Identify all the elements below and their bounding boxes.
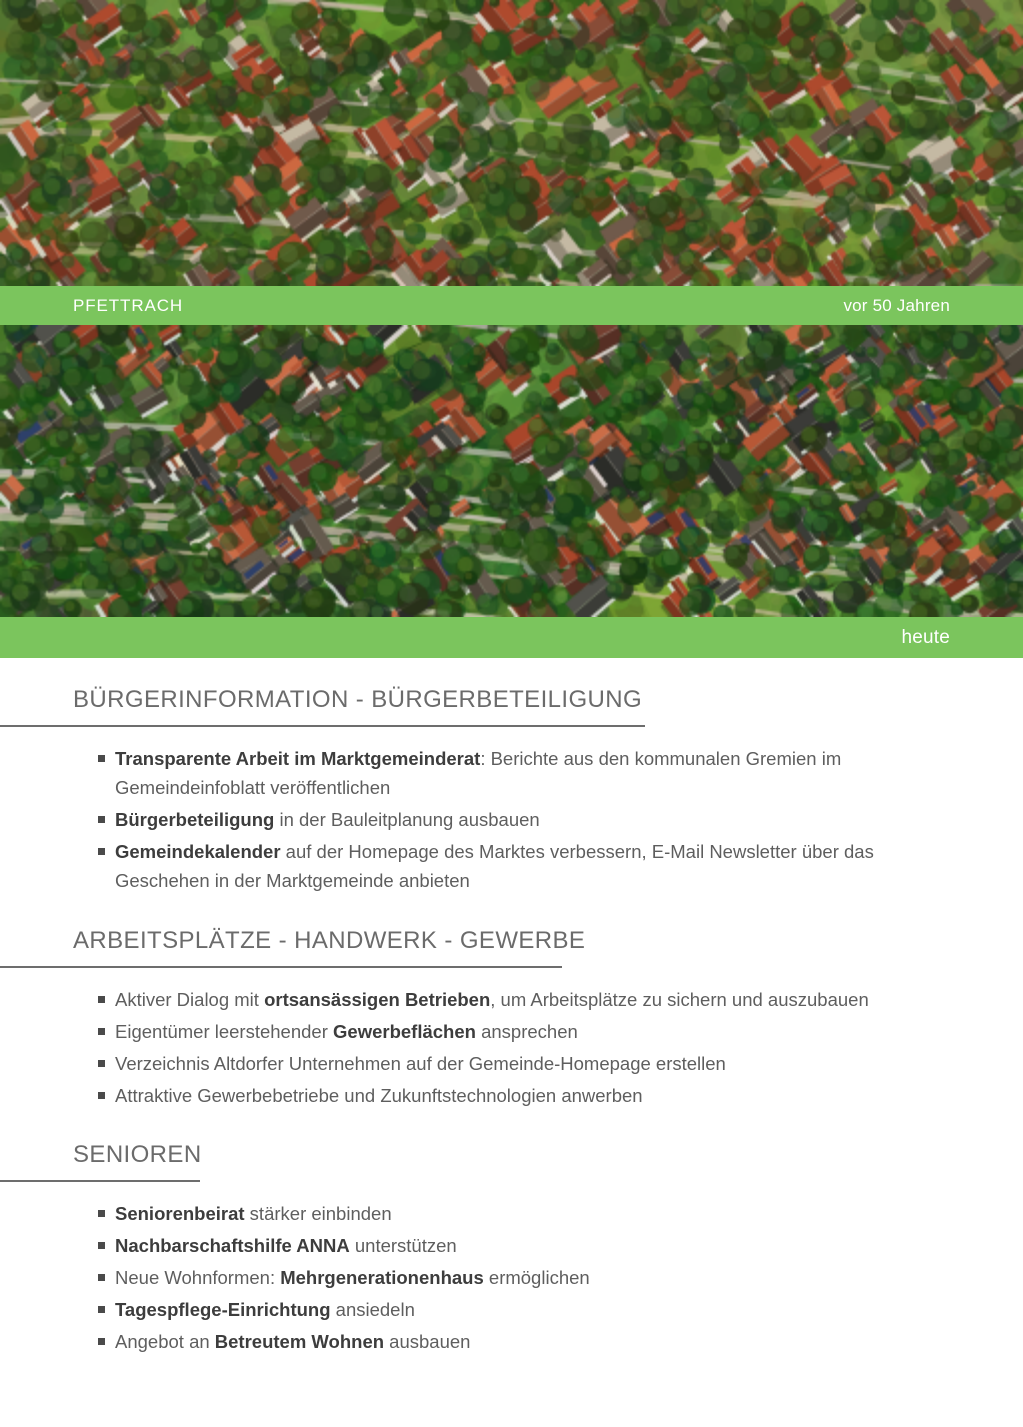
section-divider [0,966,562,968]
section-senioren [0,1113,1023,1356]
bullet-list-senioren [0,1199,1023,1356]
list-item-pre: Eigentümer leerstehender [115,1021,334,1042]
aerial-photo-today [0,325,1023,617]
caption-time-today: heute [901,626,950,648]
caption-bar-today [0,617,1023,658]
list-item [0,837,1023,895]
section-divider [0,1180,200,1182]
list-item [0,805,1023,834]
list-item [0,1081,1023,1110]
list-item-strong: Mehrgenerationenhaus [280,1267,484,1288]
caption-place-name: PFETTRACH [73,295,184,315]
list-item-text: ausbauen [384,1331,471,1352]
list-item-text: stärker einbinden [244,1203,392,1224]
caption-time-historic: vor 50 Jahren [843,295,950,315]
list-item-strong: Bürgerbeteiligung [115,809,275,830]
list-item [0,985,1023,1014]
section-buergerinformation [0,658,1023,895]
content-area [0,658,1023,1359]
bullet-list-buergerinformation [0,744,1023,895]
list-item-text: : Berichte aus den kommunalen Gremien im Gemeindeinfoblatt veröffentlichen [115,748,842,798]
list-item-text: unterstützen [349,1235,457,1256]
list-item [0,1295,1023,1324]
list-item [0,1017,1023,1046]
list-item-strong: Gemeindekalender [115,841,281,862]
list-item [0,744,1023,802]
bullet-list-arbeitsplaetze [0,985,1023,1110]
list-item-strong: Nachbarschaftshilfe ANNA [115,1235,350,1256]
list-item [0,1231,1023,1260]
section-heading: SENIOREN [73,1141,202,1168]
list-item-pre: Neue Wohnformen: [115,1267,281,1288]
aerial-photo-historic [0,0,1023,286]
list-item-text: ansprechen [475,1021,578,1042]
section-divider [0,725,645,727]
list-item-text: auf der Homepage des Marktes verbessern, E-Mail Newsletter über das Geschehen in der Marktgemeinde anbieten [115,841,874,891]
list-item-pre: Aktiver Dialog mit [115,989,265,1010]
list-item [0,1263,1023,1292]
list-item [0,1327,1023,1356]
list-item-pre: Attraktive Gewerbebetriebe und Zukunftstechnologien anwerben [115,1085,643,1106]
section-arbeitsplaetze [0,899,1023,1110]
list-item-strong: Transparente Arbeit im Marktgemeinderat [115,748,481,769]
list-item-text: ermöglichen [483,1267,590,1288]
list-item-text: ansiedeln [330,1299,415,1320]
list-item-text: in der Bauleitplanung ausbauen [274,809,540,830]
list-item-text: , um Arbeitsplätze zu sichern und auszubauen [490,989,869,1010]
list-item-strong: Betreutem Wohnen [214,1331,385,1352]
list-item-pre: Angebot an [115,1331,215,1352]
list-item-strong: Tagespflege-Einrichtung [115,1299,331,1320]
section-heading: ARBEITSPLÄTZE - HANDWERK - GEWERBE [73,927,586,954]
list-item [0,1199,1023,1228]
list-item-strong: Seniorenbeirat [115,1203,245,1224]
list-item-strong: ortsansässigen Betrieben [264,989,491,1010]
list-item [0,1049,1023,1078]
section-heading: BÜRGERINFORMATION - BÜRGERBETEILIGUNG [73,686,643,713]
list-item-pre: Verzeichnis Altdorfer Unternehmen auf der Gemeinde-Homepage erstellen [115,1053,726,1074]
caption-bar-historic [0,286,1023,325]
list-item-strong: Gewerbeflächen [333,1021,476,1042]
